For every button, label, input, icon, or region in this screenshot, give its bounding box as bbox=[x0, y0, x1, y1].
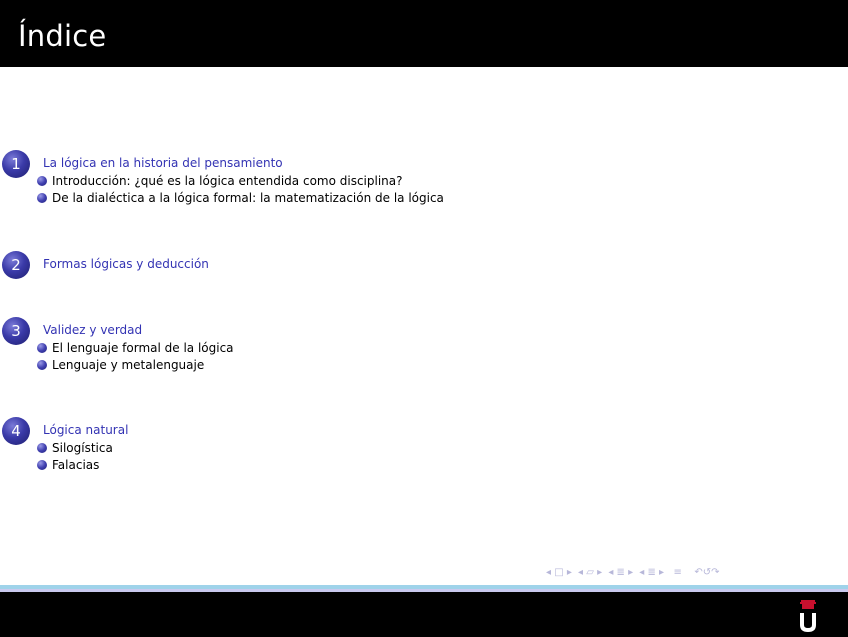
slide-footer bbox=[0, 592, 848, 637]
align-icon[interactable]: ≡ bbox=[670, 567, 686, 578]
toc-subsection[interactable]: Silogística bbox=[37, 441, 113, 455]
section-title[interactable]: Lógica natural bbox=[43, 423, 129, 437]
beamer-navigation-bar bbox=[546, 566, 723, 580]
toc-subsection[interactable]: Introducción: ¿qué es la lógica entendida como disciplina? bbox=[37, 174, 403, 188]
bullet-ball-icon bbox=[37, 360, 47, 370]
section-nav-icon[interactable]: ◂ ≣ ▸ bbox=[608, 567, 634, 578]
section-number-ball: 4 bbox=[2, 417, 30, 445]
section-number-ball: 3 bbox=[2, 317, 30, 345]
subsection-nav-icon[interactable]: ◂ ▱ ▸ bbox=[578, 567, 603, 578]
toc-subsection[interactable]: Lenguaje y metalenguaje bbox=[37, 358, 204, 372]
bullet-ball-icon bbox=[37, 176, 47, 186]
section-number-ball: 2 bbox=[2, 251, 30, 279]
section-number-ball: 1 bbox=[2, 150, 30, 178]
section-title[interactable]: Formas lógicas y deducción bbox=[43, 257, 209, 271]
toc-subsection[interactable]: Falacias bbox=[37, 458, 99, 472]
toc-subsection[interactable]: El lenguaje formal de la lógica bbox=[37, 341, 234, 355]
bullet-ball-icon bbox=[37, 443, 47, 453]
frame-nav-icon[interactable]: ◂ □ ▸ bbox=[546, 567, 572, 578]
section-title[interactable]: Validez y verdad bbox=[43, 323, 143, 337]
university-logo-icon bbox=[796, 598, 820, 634]
section-nav-icon[interactable]: ◂ ≣ ▸ bbox=[639, 567, 665, 578]
bullet-ball-icon bbox=[37, 193, 47, 203]
bullet-ball-icon bbox=[37, 460, 47, 470]
bullet-ball-icon bbox=[37, 343, 47, 353]
slide-title: Índice bbox=[18, 19, 107, 53]
section-title[interactable]: La lógica en la historia del pensamiento bbox=[43, 156, 283, 170]
toc-subsection[interactable]: De la dialéctica a la lógica formal: la matematización de la lógica bbox=[37, 191, 444, 205]
search-icon[interactable]: ↶↺↷ bbox=[691, 567, 720, 578]
